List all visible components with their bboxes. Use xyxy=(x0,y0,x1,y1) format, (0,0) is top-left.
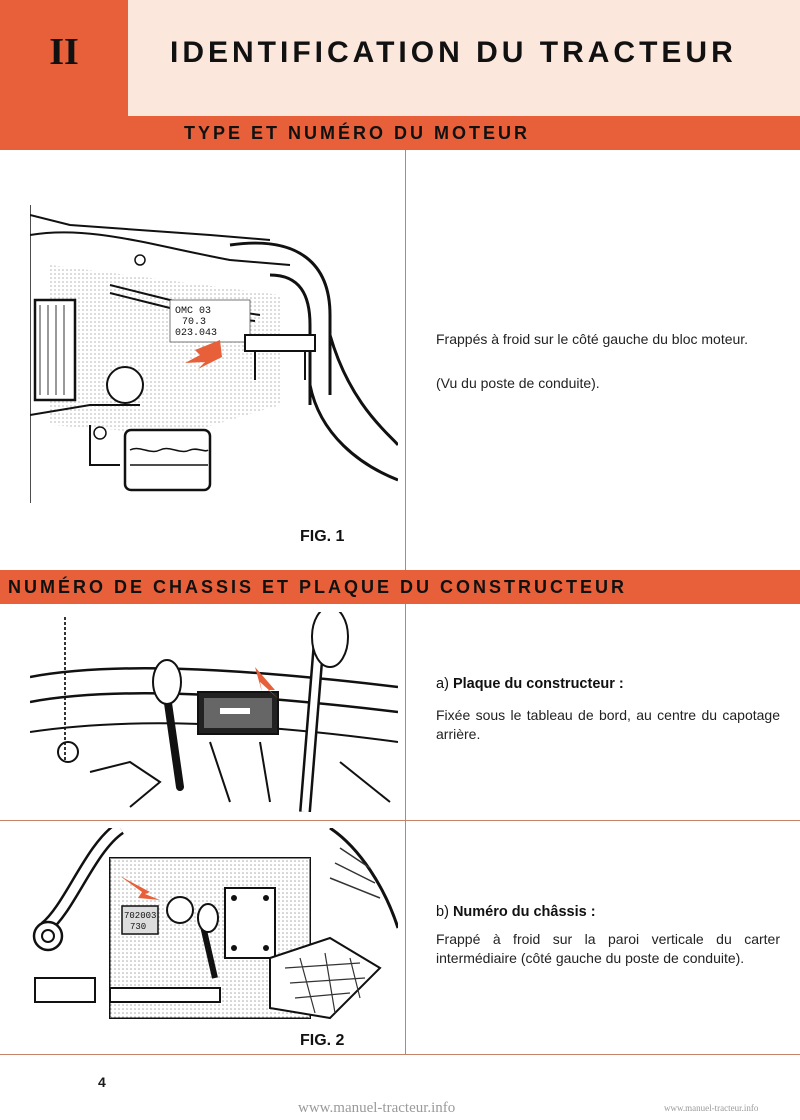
section2-separator xyxy=(0,820,800,821)
chassis-number-title: Numéro du châssis : xyxy=(452,904,596,920)
engine-number-view-note: (Vu du poste de conduite). xyxy=(436,375,600,391)
page-title: IDENTIFICATION DU TRACTEUR xyxy=(170,36,737,69)
chassis-number-heading xyxy=(436,904,596,920)
chassis-plate-line-2: 730 xyxy=(130,922,147,932)
engine-block-illustration xyxy=(30,205,398,503)
bottom-rule xyxy=(0,1054,800,1055)
engine-plate-line-2: 70.3 xyxy=(182,317,207,328)
chassis-number-illustration xyxy=(30,828,398,1028)
figure-1-label: FIG. 1 xyxy=(300,528,345,545)
section2-heading: NUMÉRO DE CHASSIS ET PLAQUE DU CONSTRUCTEUR xyxy=(8,576,628,597)
engine-plate-line-1: OMC 03 xyxy=(175,306,212,317)
section1-divider xyxy=(405,150,406,570)
figure-2-label: FIG. 2 xyxy=(300,1032,345,1049)
section1-heading-bar xyxy=(0,116,800,150)
chassis-number-prefix: b) xyxy=(436,904,449,920)
watermark-url: www.manuel-tracteur.info xyxy=(298,1100,456,1116)
page-number: 4 xyxy=(98,1074,106,1090)
engine-plate-line-3: 023.043 xyxy=(175,328,218,339)
section2-divider xyxy=(405,604,406,1054)
section1-heading: TYPE ET NUMÉRO DU MOTEUR xyxy=(184,122,531,143)
engine-number-description: Frappés à froid sur le côté gauche du bloc moteur. xyxy=(436,331,749,347)
chassis-plate-line-1: 702003 xyxy=(124,911,157,921)
chapter-number-box xyxy=(0,0,128,116)
manufacturer-plate-title: Plaque du constructeur : xyxy=(452,676,624,692)
manufacturer-plate-prefix: a) xyxy=(436,676,449,692)
manufacturer-plate-heading xyxy=(436,676,624,692)
watermark-url-small: www.manuel-tracteur.info xyxy=(664,1103,759,1113)
section2-heading-bar xyxy=(0,570,800,604)
chapter-number: II xyxy=(49,31,79,73)
dashboard-plate-illustration xyxy=(30,612,398,812)
chassis-number-description: Frappé à froid sur la paroi verticale du carter intermédiaire (côté gauche du poste de conduite). xyxy=(436,931,780,966)
manufacturer-plate-description: Fixée sous le tableau de bord, au centre du capotage arrière. xyxy=(436,707,780,742)
